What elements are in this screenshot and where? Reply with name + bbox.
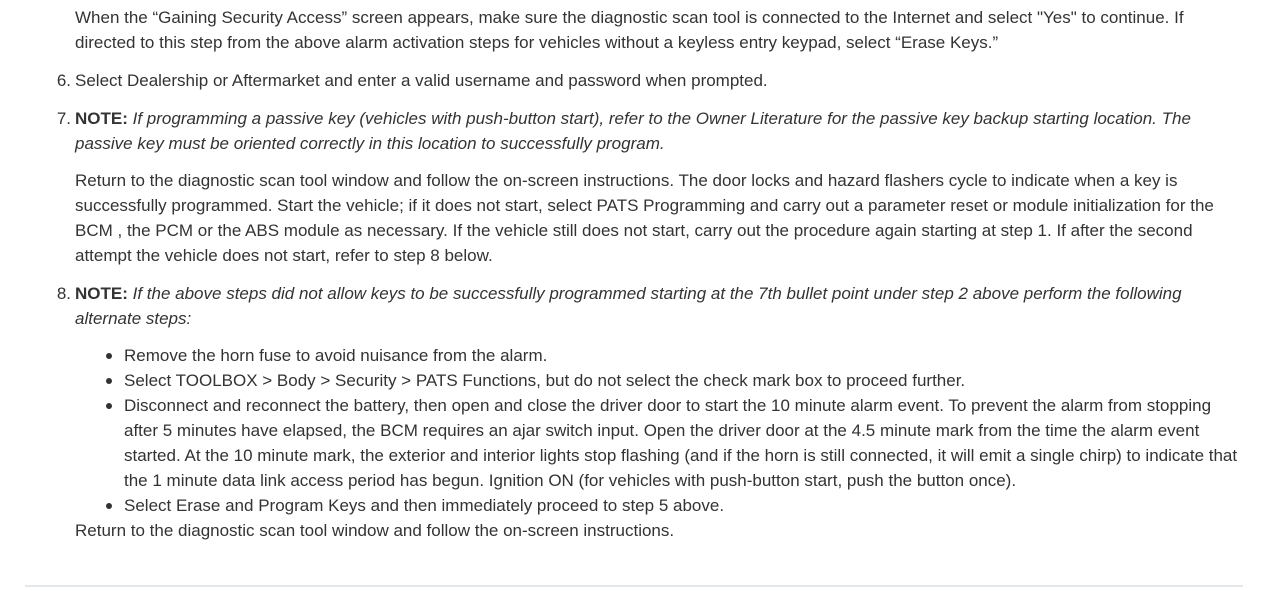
note-text: If programming a passive key (vehicles with push-button start), refer to the Owner Literature for the passive key backup starting location. The passive key must be oriented correctly in this location to successfully program. — [75, 109, 1191, 153]
step-number: 6. — [56, 71, 71, 90]
step-8-note — [75, 281, 1245, 331]
step-7-note — [75, 106, 1245, 156]
bullet-icon — [106, 503, 112, 509]
bullet-icon — [106, 403, 112, 409]
note-label: NOTE: — [75, 284, 128, 303]
bullet-icon — [106, 353, 112, 359]
step-6-text: Select Dealership or Aftermarket and enter a valid username and password when prompted. — [75, 71, 768, 90]
closing-paragraph: Return to the diagnostic scan tool window and follow the on-screen instructions. — [75, 521, 675, 540]
alternate-steps-list — [75, 343, 1245, 518]
list-item-text: Remove the horn fuse to avoid nuisance from the alarm. — [124, 346, 548, 365]
list-item-text: Select Erase and Program Keys and then immediately proceed to step 5 above. — [124, 496, 725, 515]
note-label: NOTE: — [75, 109, 128, 128]
step-number: 8. — [56, 284, 71, 303]
step-8 — [56, 281, 1245, 331]
step-6 — [56, 68, 1245, 93]
intro-paragraph: When the “Gaining Security Access” screen appears, make sure the diagnostic scan tool is connected to the Internet and select "Yes" to continue. If directed to this step from the above alarm activation steps for vehicles without a keyless entry keypad, select “Erase Keys.” — [75, 8, 1184, 52]
list-item — [124, 343, 1245, 368]
step-7 — [56, 106, 1245, 268]
procedure-content — [56, 5, 1245, 543]
note-text: If the above steps did not allow keys to be successfully programmed starting at the 7th bullet point under step 2 above perform the following alternate steps: — [75, 284, 1182, 328]
bullet-icon — [106, 378, 112, 384]
list-item-text: Disconnect and reconnect the battery, then open and close the driver door to start the 10 minute alarm event. To prevent the alarm from stopping after 5 minutes have elapsed, the BCM requires an ajar switch input. Open the driver door at the 4.5 minute mark from the time the alarm event started. At the 10 minute mark, the exterior and interior lights stop flashing (and if the horn is still connected, it will emit a single chirp) to indicate that the 1 minute data link access period has begun. Ignition ON (for vehicles with push-button start, push the button once). — [124, 396, 1238, 490]
list-item-text: Select TOOLBOX > Body > Security > PATS Functions, but do not select the check mark box to proceed further. — [124, 371, 966, 390]
list-item — [124, 368, 1245, 393]
step-7-body: Return to the diagnostic scan tool window and follow the on-screen instructions. The door locks and hazard flashers cycle to indicate when a key is successfully programmed. Start the vehicle; if it does not start, select PATS Programming and carry out a parameter reset or module initialization for the BCM , the PCM or the ABS module as necessary. If the vehicle still does not start, carry out the procedure again starting at step 1. If after the second attempt the vehicle does not start, refer to step 8 below. — [75, 171, 1214, 265]
list-item — [124, 493, 1245, 518]
step-number: 7. — [56, 109, 71, 128]
section-divider — [25, 585, 1243, 587]
list-item — [124, 393, 1245, 493]
